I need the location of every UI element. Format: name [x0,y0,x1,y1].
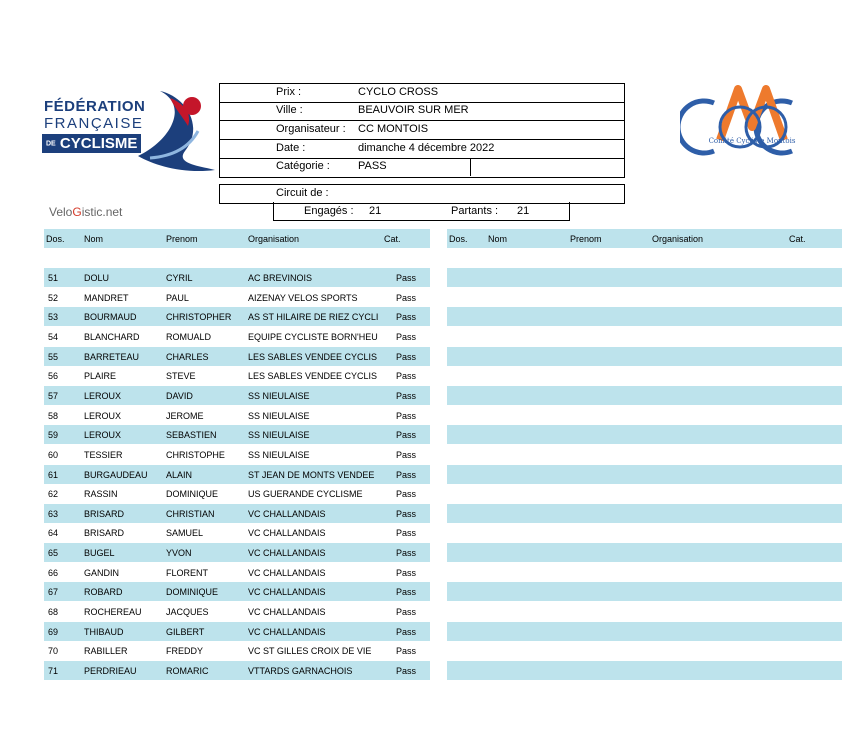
cell-cat: Pass [396,568,417,578]
cell-cat: Pass [396,273,417,283]
cell-org: SS NIEULAISE [248,411,310,421]
cell-prenom: SEBASTIEN [166,430,217,440]
ccm-wheels-icon [680,85,820,165]
info-row-date [220,140,624,159]
partants-label: Partants : [451,205,499,217]
empty-row [447,386,842,405]
table-row [44,563,430,582]
cell-dos: 52 [48,293,59,303]
cell-prenom: SAMUEL [166,528,204,538]
cell-prenom: CHARLES [166,352,209,362]
cell-cat: Pass [396,607,417,617]
table-row [44,465,430,484]
cell-cat: Pass [396,489,417,499]
engages-value: 21 [369,205,382,217]
right-table-header [447,229,842,248]
cell-prenom: YVON [166,548,192,558]
table-row [44,366,430,385]
cell-prenom: DAVID [166,391,193,401]
logo-line-federation: FÉDÉRATION [44,98,146,115]
cell-prenom: STEVE [166,371,196,381]
cell-org: EQUIPE CYCLISTE BORN'HEU [248,332,378,342]
cell-cat: Pass [396,430,417,440]
table-row [44,602,430,621]
cell-org: VC CHALLANDAIS [248,587,326,597]
ccm-logo [680,85,820,165]
cell-nom: TESSIER [84,450,123,460]
cell-prenom: JACQUES [166,607,209,617]
hdr-prenom-right: Prenom [570,234,602,244]
info-row-categorie [220,158,624,176]
table-row [44,641,430,660]
circuit-box [219,184,625,204]
cell-dos: 62 [48,489,59,499]
date-label: Date : [276,142,306,154]
cell-dos: 71 [48,666,59,676]
hdr-organisation: Organisation [248,234,300,244]
cell-org: SS NIEULAISE [248,430,310,440]
hdr-prenom: Prenom [166,234,198,244]
circuit-label: Circuit de : [276,187,329,199]
hdr-organisation-right: Organisation [652,234,704,244]
cell-cat: Pass [396,391,417,401]
engages-label: Engagés : [304,205,354,217]
table-row [44,425,430,444]
table-row [44,288,430,307]
cell-dos: 70 [48,646,59,656]
ccm-text: Comité Cycliste Montois [708,137,796,145]
cell-nom: LEROUX [84,391,122,401]
cell-cat: Pass [396,548,417,558]
cell-prenom: ROMUALD [166,332,212,342]
empty-row [447,582,842,601]
cell-nom: MANDRET [84,293,129,303]
cell-prenom: PAUL [166,293,189,303]
prix-value: CYCLO CROSS [358,86,439,98]
table-row [44,582,430,601]
cell-prenom: ALAIN [166,470,193,480]
empty-row [447,563,842,582]
cell-nom: PERDRIEAU [84,666,137,676]
cell-nom: BRISARD [84,528,125,538]
logo-de: DE [46,140,56,148]
cell-org: VTTARDS GARNACHOIS [248,666,353,676]
cell-nom: DOLU [84,273,110,283]
hdr-nom: Nom [84,234,104,244]
logo-line-francaise: FRANÇAISE [44,115,144,132]
cell-nom: RABILLER [84,646,128,656]
velogistic-pre: Velo [49,205,73,219]
table-row [44,661,430,680]
cell-org: VC CHALLANDAIS [248,528,326,538]
table-row [44,347,430,366]
counts-box [273,202,570,221]
table-row [44,484,430,503]
cell-nom: BOURMAUD [84,312,137,322]
table-row [44,543,430,562]
empty-row [447,661,842,680]
cell-dos: 64 [48,528,59,538]
cell-prenom: CYRIL [166,273,193,283]
hdr-nom-right: Nom [488,234,508,244]
empty-row [447,425,842,444]
empty-row [447,504,842,523]
info-row-prix [220,84,624,103]
cell-cat: Pass [396,332,417,342]
cell-prenom: CHRISTOPHER [166,312,232,322]
categorie-label: Catégorie : [276,160,330,172]
cell-org: ST JEAN DE MONTS VENDEE [248,470,375,480]
cell-nom: LEROUX [84,430,122,440]
cell-dos: 60 [48,450,59,460]
organisateur-label: Organisateur : [276,123,346,135]
cell-dos: 67 [48,587,59,597]
categorie-value: PASS [358,160,387,172]
empty-row [447,288,842,307]
cell-cat: Pass [396,627,417,637]
cell-dos: 59 [48,430,59,440]
cell-org: VC ST GILLES CROIX DE VIE [248,646,372,656]
empty-row [447,602,842,621]
table-row [44,622,430,641]
cell-dos: 61 [48,470,59,480]
cell-org: US GUERANDE CYCLISME [248,489,363,499]
cell-org: SS NIEULAISE [248,391,310,401]
cell-prenom: FLORENT [166,568,209,578]
cell-nom: BARRETEAU [84,352,140,362]
cell-org: VC CHALLANDAIS [248,509,326,519]
info-row-ville [220,102,624,121]
cell-org: AC BREVINOIS [248,273,313,283]
table-row [44,268,430,287]
hdr-dos: Dos. [46,234,65,244]
velogistic-g: G [72,205,82,219]
cell-dos: 53 [48,312,59,322]
cell-nom: RASSIN [84,489,118,499]
cell-nom: ROCHEREAU [84,607,142,617]
cell-cat: Pass [396,293,417,303]
ffc-logo [40,86,220,176]
cell-dos: 54 [48,332,59,342]
partants-value: 21 [517,205,530,217]
cell-cat: Pass [396,666,417,676]
table-row [44,307,430,326]
velogistic-post: istic.net [81,205,123,219]
cell-org: VC CHALLANDAIS [248,548,326,558]
hdr-cat: Cat. [384,234,401,244]
race-info-box [219,83,625,178]
cell-org: VC CHALLANDAIS [248,627,326,637]
table-row [44,406,430,425]
cell-dos: 66 [48,568,59,578]
cell-org: AIZENAY VELOS SPORTS [248,293,358,303]
empty-row [447,307,842,326]
cell-org: AS ST HILAIRE DE RIEZ CYCLI [248,312,379,322]
table-row [44,386,430,405]
empty-row [447,268,842,287]
cell-prenom: FREDDY [166,646,204,656]
cell-nom: BRISARD [84,509,125,519]
cell-cat: Pass [396,371,417,381]
cell-prenom: CHRISTOPHE [166,450,225,460]
cell-cat: Pass [396,352,417,362]
cell-cat: Pass [396,528,417,538]
cell-org: VC CHALLANDAIS [248,607,326,617]
cell-cat: Pass [396,411,417,421]
empty-row [447,366,842,385]
hdr-dos-right: Dos. [449,234,468,244]
cell-cat: Pass [396,312,417,322]
table-row [44,327,430,346]
cell-dos: 58 [48,411,59,421]
empty-row [447,445,842,464]
empty-row [447,347,842,366]
cell-cat: Pass [396,587,417,597]
organisateur-value: CC MONTOIS [358,123,429,135]
cell-cat: Pass [396,470,417,480]
cell-dos: 57 [48,391,59,401]
table-row [44,504,430,523]
cell-nom: GANDIN [84,568,120,578]
empty-row [447,543,842,562]
cell-dos: 63 [48,509,59,519]
cell-prenom: GILBERT [166,627,205,637]
cell-prenom: CHRISTIAN [166,509,215,519]
ville-label: Ville : [276,104,303,116]
cell-nom: BUGEL [84,548,115,558]
table-row [44,445,430,464]
prix-label: Prix : [276,86,302,98]
categorie-divider [470,158,471,176]
empty-row [447,465,842,484]
cell-nom: THIBAUD [84,627,124,637]
cell-org: LES SABLES VENDEE CYCLIS [248,371,378,381]
cell-nom: BURGAUDEAU [84,470,148,480]
empty-row [447,622,842,641]
cell-nom: ROBARD [84,587,123,597]
cell-cat: Pass [396,450,417,460]
cell-cat: Pass [396,509,417,519]
cell-nom: PLAIRE [84,371,117,381]
cell-prenom: ROMARIC [166,666,209,676]
cell-dos: 65 [48,548,59,558]
empty-row [447,327,842,346]
logo-cyclisme: CYCLISME [59,135,138,152]
cell-prenom: DOMINIQUE [166,489,219,499]
cell-org: SS NIEULAISE [248,450,310,460]
empty-row [447,484,842,503]
ville-value: BEAUVOIR SUR MER [358,104,469,116]
cell-prenom: DOMINIQUE [166,587,219,597]
cell-org: VC CHALLANDAIS [248,568,326,578]
left-table-header [44,229,430,248]
hdr-cat-right: Cat. [789,234,806,244]
cell-dos: 69 [48,627,59,637]
cell-cat: Pass [396,646,417,656]
cell-org: LES SABLES VENDEE CYCLIS [248,352,378,362]
cell-prenom: JEROME [166,411,204,421]
info-row-organisateur [220,121,624,140]
cell-dos: 68 [48,607,59,617]
logo-line-cyclisme [42,134,141,153]
empty-row [447,406,842,425]
cell-dos: 56 [48,371,59,381]
table-row [44,523,430,542]
cell-dos: 51 [48,273,59,283]
cell-dos: 55 [48,352,59,362]
cell-nom: BLANCHARD [84,332,140,342]
cell-nom: LEROUX [84,411,122,421]
empty-row [447,523,842,542]
date-value: dimanche 4 décembre 2022 [358,142,495,154]
empty-row [447,641,842,660]
velogistic-link [49,205,122,219]
